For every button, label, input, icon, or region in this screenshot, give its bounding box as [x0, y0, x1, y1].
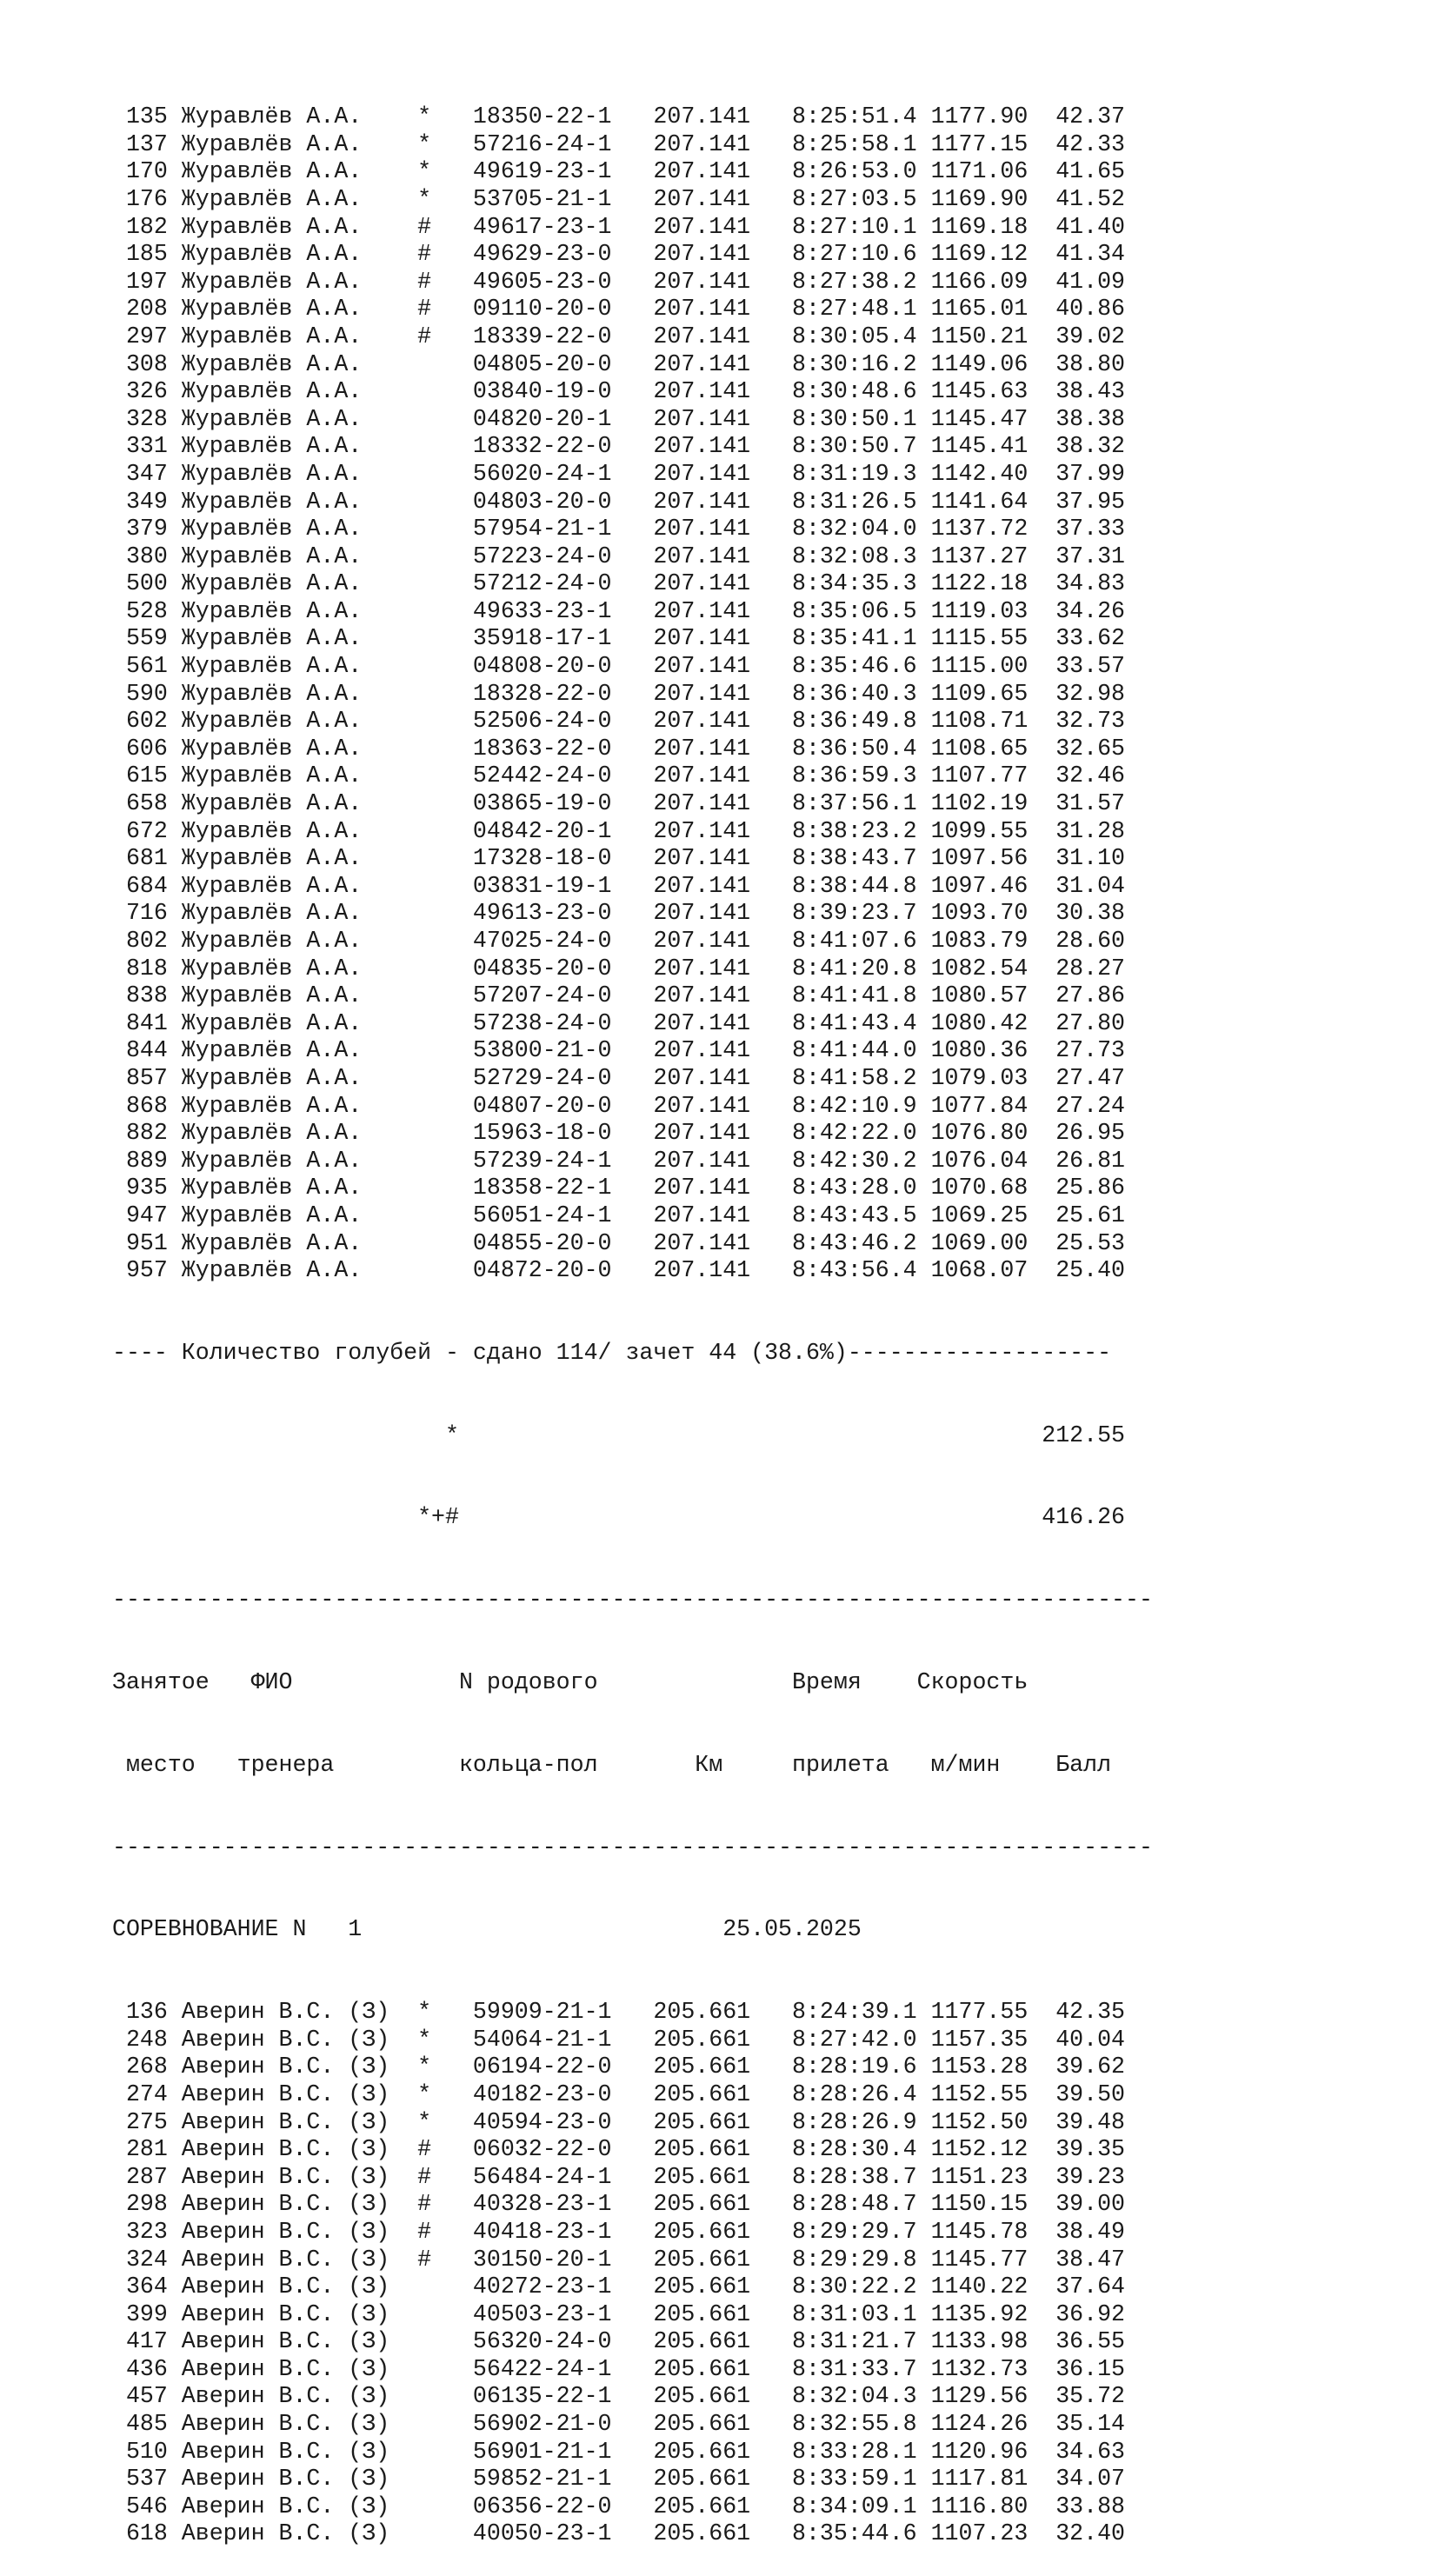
- table-row: 331 Журавлёв А.А. 18332-22-0 207.141 8:30:50.7 1145.41 38.32: [112, 433, 1125, 460]
- table-row: 889 Журавлёв А.А. 57239-24-1 207.141 8:42:30.2 1076.04 26.81: [112, 1147, 1125, 1174]
- table-row: 457 Аверин В.С. (З) 06135-22-1 205.661 8:32:04.3 1129.56 35.72: [112, 2383, 1125, 2410]
- table-row: 326 Журавлёв А.А. 03840-19-0 207.141 8:30:48.6 1145.63 38.43: [112, 378, 1125, 405]
- table-row: 417 Аверин В.С. (З) 56320-24-0 205.661 8:31:21.7 1133.98 36.55: [112, 2328, 1125, 2355]
- table-row: 208 Журавлёв А.А. # 09110-20-0 207.141 8:27:48.1 1165.01 40.86: [112, 296, 1125, 323]
- table-row: 684 Журавлёв А.А. 03831-19-1 207.141 8:38:44.8 1097.46 31.04: [112, 872, 1125, 899]
- table-row: 935 Журавлёв А.А. 18358-22-1 207.141 8:43:28.0 1070.68 25.86: [112, 1175, 1125, 1201]
- star-total-line: * 212.55: [112, 1421, 1125, 1448]
- table-row: 399 Аверин В.С. (З) 40503-23-1 205.661 8:31:03.1 1135.92 36.92: [112, 2300, 1125, 2327]
- table-row: 485 Аверин В.С. (З) 56902-21-0 205.661 8:32:55.8 1124.26 35.14: [112, 2411, 1125, 2438]
- table-row: 135 Журавлёв А.А. * 18350-22-1 207.141 8:25:51.4 1177.90 42.37: [112, 103, 1125, 130]
- table-row: 268 Аверин В.С. (З) * 06194-22-0 205.661 8:28:19.6 1153.28 39.62: [112, 2053, 1125, 2080]
- table-row: 176 Журавлёв А.А. * 53705-21-1 207.141 8:27:03.5 1169.90 41.52: [112, 185, 1125, 212]
- table-header-line-1: Занятое ФИО N родового Время Скорость: [112, 1669, 1029, 1696]
- table-row: 528 Журавлёв А.А. 49633-23-1 207.141 8:35:06.5 1119.03 34.26: [112, 597, 1125, 624]
- table-row: 606 Журавлёв А.А. 18363-22-0 207.141 8:36:50.4 1108.65 32.65: [112, 735, 1125, 762]
- table-row: 308 Журавлёв А.А. 04805-20-0 207.141 8:30:16.2 1149.06 38.80: [112, 350, 1125, 377]
- table-row: 602 Журавлёв А.А. 52506-24-0 207.141 8:36:49.8 1108.71 32.73: [112, 708, 1125, 735]
- starplus-total-line: *+# 416.26: [112, 1504, 1125, 1531]
- table-row: 364 Аверин В.С. (З) 40272-23-1 205.661 8:30:22.2 1140.22 37.64: [112, 2273, 1125, 2300]
- table-row: 947 Журавлёв А.А. 56051-24-1 207.141 8:43:43.5 1069.25 25.61: [112, 1201, 1125, 1228]
- table-row: 559 Журавлёв А.А. 35918-17-1 207.141 8:35:41.1 1115.55 33.62: [112, 625, 1125, 652]
- competition-title: СОРЕВНОВАНИЕ N 1 25.05.2025: [112, 1916, 862, 1943]
- table-row: 248 Аверин В.С. (З) * 54064-21-1 205.661 8:27:42.0 1157.35 40.04: [112, 2026, 1125, 2053]
- table-row: 197 Журавлёв А.А. # 49605-23-0 207.141 8:27:38.2 1166.09 41.09: [112, 268, 1125, 295]
- table-row: 546 Аверин В.С. (З) 06356-22-0 205.661 8:34:09.1 1116.80 33.88: [112, 2493, 1125, 2519]
- table-row: 436 Аверин В.С. (З) 56422-24-1 205.661 8:31:33.7 1132.73 36.15: [112, 2355, 1125, 2382]
- table-row: 802 Журавлёв А.А. 47025-24-0 207.141 8:41:07.6 1083.79 28.60: [112, 928, 1125, 954]
- table-row: 882 Журавлёв А.А. 15963-18-0 207.141 8:42:22.0 1076.80 26.95: [112, 1120, 1125, 1147]
- separator-line: ---------------------------------------------------------------------------: [112, 1834, 1153, 1860]
- table-row: 510 Аверин В.С. (З) 56901-21-1 205.661 8:33:28.1 1120.96 34.63: [112, 2438, 1125, 2465]
- table-row: 324 Аверин В.С. (З) # 30150-20-1 205.661 8:29:29.8 1145.77 38.47: [112, 2246, 1125, 2273]
- separator-line: ---------------------------------------------------------------------------: [112, 1587, 1153, 1614]
- table-row: 590 Журавлёв А.А. 18328-22-0 207.141 8:36:40.3 1109.65 32.98: [112, 680, 1125, 707]
- table-row: 561 Журавлёв А.А. 04808-20-0 207.141 8:35:46.6 1115.00 33.57: [112, 653, 1125, 680]
- table-row: 618 Аверин В.С. (З) 40050-23-1 205.661 8:35:44.6 1107.23 32.40: [112, 2520, 1125, 2547]
- table-row: 185 Журавлёв А.А. # 49629-23-0 207.141 8:27:10.6 1169.12 41.34: [112, 241, 1125, 268]
- table-row: 615 Журавлёв А.А. 52442-24-0 207.141 8:36:59.3 1107.77 32.46: [112, 762, 1125, 789]
- table-row: 274 Аверин В.С. (З) * 40182-23-0 205.661 8:28:26.4 1152.55 39.50: [112, 2080, 1125, 2107]
- table-row: 957 Журавлёв А.А. 04872-20-0 207.141 8:43:56.4 1068.07 25.40: [112, 1257, 1125, 1284]
- table-row: 658 Журавлёв А.А. 03865-19-0 207.141 8:37:56.1 1102.19 31.57: [112, 790, 1125, 817]
- table-row: 500 Журавлёв А.А. 57212-24-0 207.141 8:34:35.3 1122.18 34.83: [112, 570, 1125, 597]
- competition-results-section: [112, 1999, 1153, 2548]
- table-row: 137 Журавлёв А.А. * 57216-24-1 207.141 8:25:58.1 1177.15 42.33: [112, 130, 1125, 157]
- table-row: 275 Аверин В.С. (З) * 40594-23-0 205.661 8:28:26.9 1152.50 39.48: [112, 2108, 1125, 2135]
- table-row: 838 Журавлёв А.А. 57207-24-0 207.141 8:41:41.8 1080.57 27.86: [112, 982, 1125, 1009]
- table-row: 297 Журавлёв А.А. # 18339-22-0 207.141 8:30:05.4 1150.21 39.02: [112, 323, 1125, 349]
- table-row: 287 Аверин В.С. (З) # 56484-24-1 205.661 8:28:38.7 1151.23 39.23: [112, 2163, 1125, 2190]
- table-row: 349 Журавлёв А.А. 04803-20-0 207.141 8:31:26.5 1141.64 37.95: [112, 488, 1125, 515]
- table-row: 716 Журавлёв А.А. 49613-23-0 207.141 8:39:23.7 1093.70 30.38: [112, 900, 1125, 927]
- table-header-line-2: место тренера кольца-пол Км прилета м/мин Балл: [112, 1751, 1112, 1778]
- table-row: 136 Аверин В.С. (З) * 59909-21-1 205.661 8:24:39.1 1177.55 42.35: [112, 1999, 1125, 2026]
- table-row: 818 Журавлёв А.А. 04835-20-0 207.141 8:41:20.8 1082.54 28.27: [112, 955, 1125, 982]
- results-document: [112, 49, 1153, 2576]
- summary-line: ---- Количество голубей - сдано 114/ зачет 44 (38.6%)-------------------: [112, 1339, 1112, 1366]
- table-row: 537 Аверин В.С. (З) 59852-21-1 205.661 8:33:59.1 1117.81 34.07: [112, 2466, 1125, 2493]
- table-row: 681 Журавлёв А.А. 17328-18-0 207.141 8:38:43.7 1097.56 31.10: [112, 845, 1125, 872]
- table-row: 281 Аверин В.С. (З) # 06032-22-0 205.661 8:28:30.4 1152.12 39.35: [112, 2136, 1125, 2163]
- table-row: 841 Журавлёв А.А. 57238-24-0 207.141 8:41:43.4 1080.42 27.80: [112, 1009, 1125, 1036]
- table-row: 868 Журавлёв А.А. 04807-20-0 207.141 8:42:10.9 1077.84 27.24: [112, 1092, 1125, 1119]
- table-row: 323 Аверин В.С. (З) # 40418-23-1 205.661 8:29:29.7 1145.78 38.49: [112, 2218, 1125, 2245]
- table-row: 182 Журавлёв А.А. # 49617-23-1 207.141 8:27:10.1 1169.18 41.40: [112, 213, 1125, 240]
- table-row: 951 Журавлёв А.А. 04855-20-0 207.141 8:43:46.2 1069.00 25.53: [112, 1229, 1125, 1256]
- trainer-results-section: [112, 103, 1153, 1285]
- table-row: 379 Журавлёв А.А. 57954-21-1 207.141 8:32:04.0 1137.72 37.33: [112, 516, 1125, 542]
- table-row: 672 Журавлёв А.А. 04842-20-1 207.141 8:38:23.2 1099.55 31.28: [112, 817, 1125, 844]
- table-row: 298 Аверин В.С. (З) # 40328-23-1 205.661 8:28:48.7 1150.15 39.00: [112, 2191, 1125, 2218]
- table-row: 857 Журавлёв А.А. 52729-24-0 207.141 8:41:58.2 1079.03 27.47: [112, 1064, 1125, 1091]
- table-row: 347 Журавлёв А.А. 56020-24-1 207.141 8:31:19.3 1142.40 37.99: [112, 460, 1125, 487]
- table-row: 328 Журавлёв А.А. 04820-20-1 207.141 8:30:50.1 1145.47 38.38: [112, 405, 1125, 432]
- table-row: 844 Журавлёв А.А. 53800-21-0 207.141 8:41:44.0 1080.36 27.73: [112, 1037, 1125, 1064]
- table-row: 170 Журавлёв А.А. * 49619-23-1 207.141 8:26:53.0 1171.06 41.65: [112, 158, 1125, 185]
- table-row: 380 Журавлёв А.А. 57223-24-0 207.141 8:32:08.3 1137.27 37.31: [112, 542, 1125, 569]
